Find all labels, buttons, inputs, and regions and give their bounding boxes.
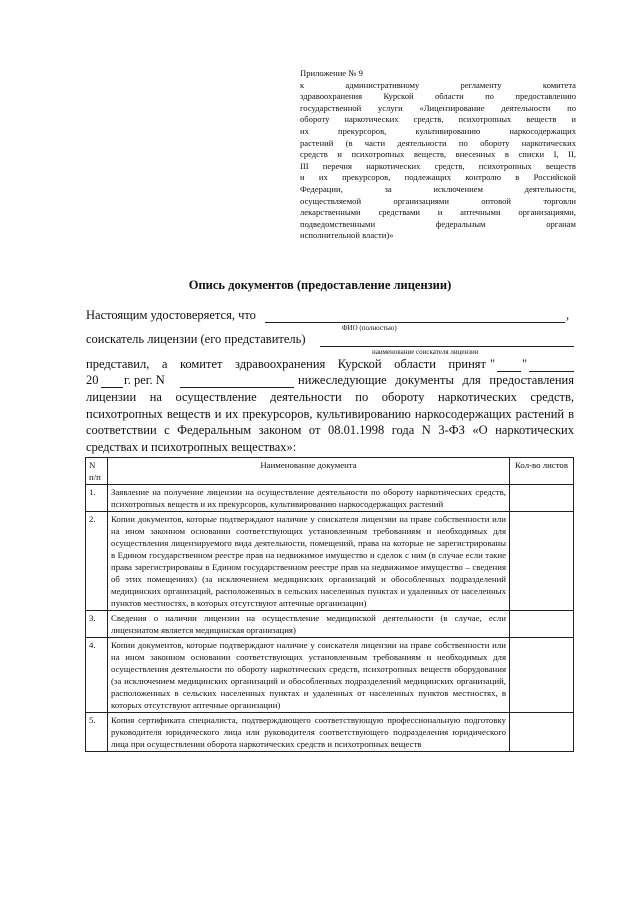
month-field[interactable] [529, 371, 574, 372]
quote-open: " [490, 357, 496, 371]
appendix-line: лекарственными средствами и аптечными организациями, [300, 207, 576, 218]
appendix-line: подведомственными федеральным органам [300, 218, 576, 229]
row-text: Заявление на получение лицензии на осуществление деятельности по обороту наркотических средств, психотропных веществ и их прекурсоров, культивированию наркосодержащих растений [108, 485, 510, 512]
reg-number-field[interactable] [180, 387, 294, 388]
row-num: 4. [86, 638, 108, 713]
row-text: Копия сертификата специалиста, подтверждающего соответствующую профессиональную подготовку руководителя юридического лица или руководителя соответствующего подразделения юридического лица при осуществлении оборота наркотических средств и психотропных веществ [108, 713, 510, 752]
reg-label: г. рег. N [124, 373, 165, 387]
row-count[interactable] [510, 638, 574, 713]
row-num: 2. [86, 512, 108, 611]
represented-paragraph: лицензии на осуществление деятельности по обороту наркотических средств, психотропных веществ и их прекурсоров, культивированию наркосодержащих растений в соответствии с Федеральным законом от 08.01.1998 года N 3-ФЗ «О наркотических средствах и психотропных веществах»: [86, 390, 574, 454]
appendix-line: Приложение № 9 [300, 68, 363, 78]
certify-comma: , [566, 308, 570, 322]
header-count: Кол-во листов [510, 458, 574, 485]
appendix-line: обороту наркотических средств, психотропных веществ и [300, 114, 576, 125]
row-text: Копии документов, которые подтверждают наличие у соискателя лицензии на праве собственности или на ином законном основании соответствующих установленным требованиям и необходимых для осуществления лицензируемого вида деятельности, помещений, права на которые не зарегистрированы в Едином государственном реестре прав на недвижимое имущество и сделок с ним (в случае если такие права зарегистрированы в Едином государственном реестре прав на недвижимое имущество – сведения об этих помещениях) (за исключением медицинских организаций и обособленных подразделений медицинских организаций, расположенных в сельских населенных пунктах и удаленных от населенных пунктов местностях, в которых отсутствуют аптечные организации) [108, 512, 510, 611]
document-title: Опись документов (предоставление лицензии) [188, 278, 452, 292]
applicant-caption: наименование соискателя лицензии [372, 348, 479, 356]
row-count[interactable] [510, 611, 574, 638]
year-prefix: 20 [86, 373, 99, 387]
documents-table [85, 457, 574, 752]
row-count[interactable] [510, 713, 574, 752]
applicant-label: соискатель лицензии (его представитель) [86, 332, 306, 346]
fio-field[interactable] [265, 322, 565, 323]
day-field[interactable] [497, 371, 521, 372]
table-row [86, 638, 574, 713]
header-num: N п/п [86, 458, 108, 485]
fio-caption: ФИО (полностью) [342, 324, 397, 332]
row-text: Копии документов, которые подтверждают наличие у соискателя лицензии на праве собственности или на ином законном основании соответствующих установленным требованиям и необходимых для осуществления деятельности по обороту наркотических средств, психотропных веществ оборудования (за исключением медицинских организаций и обособленных подразделений медицинских организаций, расположенных в сельских населенных пунктах и удаленных от населенных пунктов местностях, в которых отсутствуют аптечные организации) [108, 638, 510, 713]
quote-close: " [522, 357, 528, 371]
table-header-row [86, 458, 574, 485]
table-row [86, 611, 574, 638]
appendix-line: растений (в части деятельности по обороту наркотических [300, 137, 576, 148]
appendix-line: исполнительной власти)» [300, 230, 394, 241]
appendix-line: III перечня наркотических средств, психотропных веществ [300, 160, 576, 171]
row-num: 3. [86, 611, 108, 638]
certify-label: Настоящим удостоверяется, что [86, 308, 256, 322]
row-text: Сведения о наличии лицензии на осуществление медицинской деятельности (в случае, если лицензиатом является медицинская организация) [108, 611, 510, 638]
appendix-line: средств и психотропных веществ, внесенных в списки I, II, [300, 149, 576, 160]
appendix-note [300, 68, 576, 242]
appendix-line: и их прекурсоров, подлежащих контролю в Российской [300, 172, 576, 183]
appendix-line: Федерации, за исключением деятельности, [300, 183, 576, 194]
year-field[interactable] [101, 387, 123, 388]
appendix-line: к административному регламенту комитета [300, 79, 576, 90]
appendix-line: здравоохранения Курской области по предоставлению [300, 91, 576, 102]
row-count[interactable] [510, 512, 574, 611]
table-row [86, 512, 574, 611]
header-name: Наименование документа [108, 458, 510, 485]
row-num: 1. [86, 485, 108, 512]
appendix-line: государственной услуги «Лицензирование деятельности по [300, 102, 576, 113]
table-row [86, 713, 574, 752]
table-row [86, 485, 574, 512]
row-count[interactable] [510, 485, 574, 512]
applicant-name-field[interactable] [320, 346, 574, 347]
represented-text-2: нижеследующие документы для предоставления [298, 373, 574, 387]
appendix-line: их прекурсоров, культивированию наркосодержащих [300, 125, 576, 136]
appendix-line: осуществляемой организациями оптовой торговли [300, 195, 576, 206]
row-num: 5. [86, 713, 108, 752]
represented-text: представил, а комитет здравоохранения Курской области принят [86, 357, 486, 371]
